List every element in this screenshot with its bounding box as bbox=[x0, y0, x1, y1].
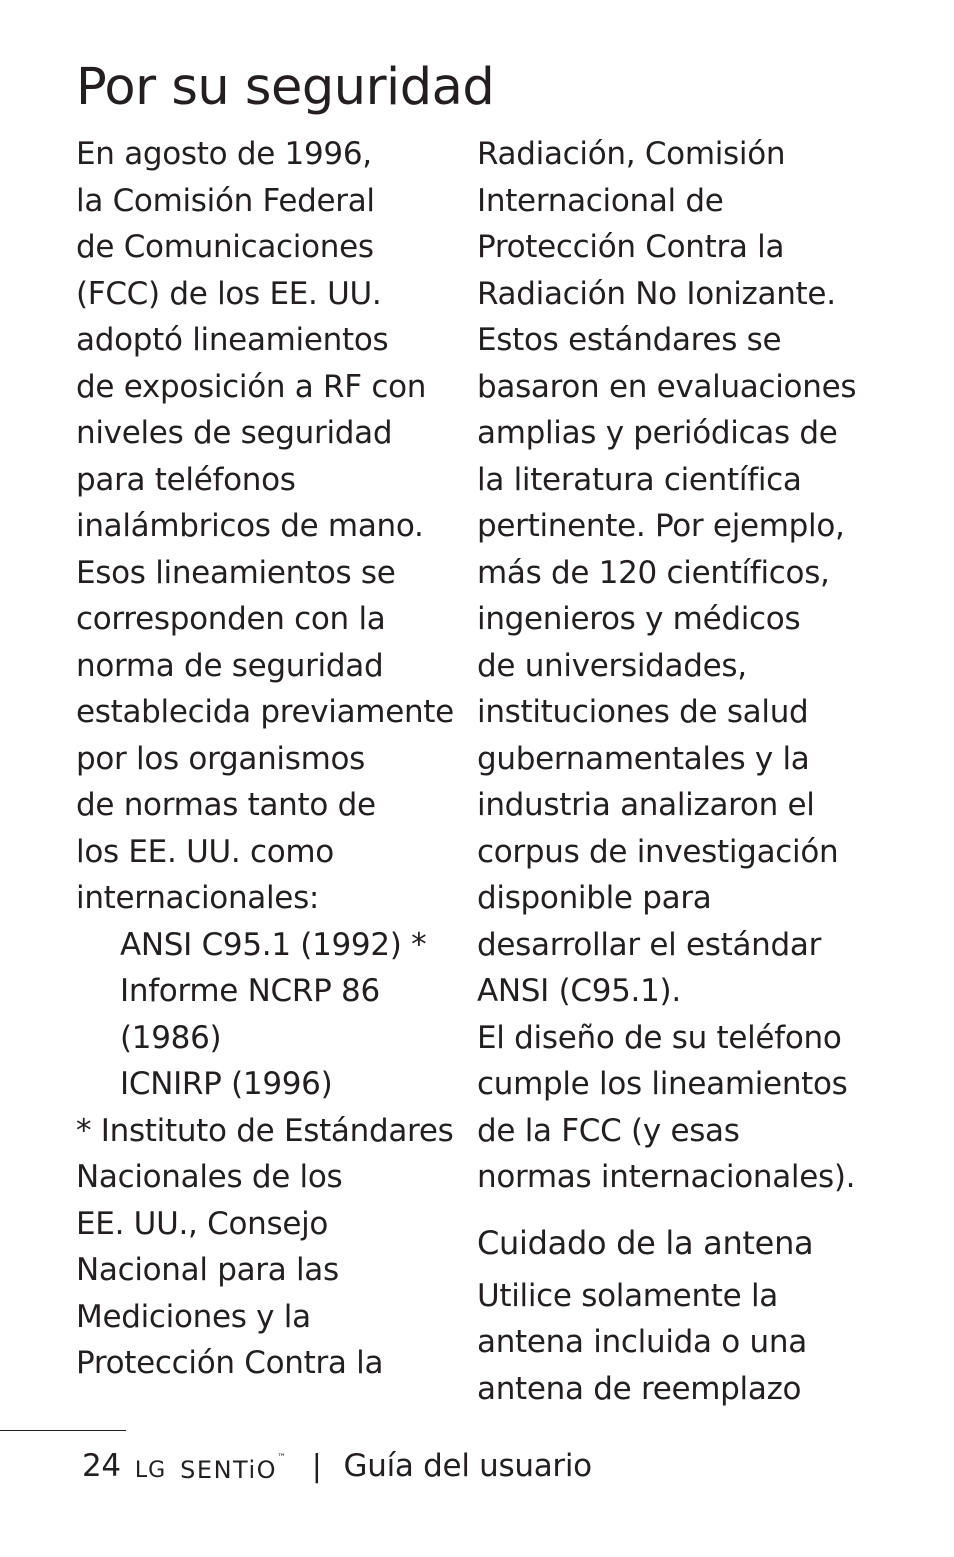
text-line: Radiación, Comisión bbox=[477, 136, 786, 172]
list-item: Informe NCRP 86 bbox=[120, 973, 380, 1009]
text-line: ANSI (C95.1). bbox=[477, 973, 681, 1009]
text-line: de la FCC (y esas bbox=[477, 1112, 740, 1149]
text-line: basaron en evaluaciones bbox=[477, 368, 857, 405]
text-line: Internacional de bbox=[477, 182, 724, 219]
text-line: para teléfonos bbox=[76, 461, 296, 498]
text-line: los EE. UU. como bbox=[76, 833, 334, 870]
text-line: antena incluida o una bbox=[477, 1324, 807, 1360]
text-line: amplias y periódicas de bbox=[477, 415, 838, 451]
text-line: Nacionales de los bbox=[76, 1159, 343, 1195]
section-body bbox=[477, 1273, 852, 1413]
text-line: disponible para bbox=[477, 880, 712, 916]
text-line: Nacional para las bbox=[76, 1252, 339, 1288]
text-line: de universidades, bbox=[477, 647, 747, 684]
text-line: EE. UU., Consejo bbox=[76, 1205, 329, 1242]
text-line: (FCC) de los EE. UU. bbox=[76, 275, 382, 312]
text-line: Utilice solamente la bbox=[477, 1277, 778, 1314]
text-line: antena de reemplazo bbox=[477, 1370, 802, 1407]
text-line: Mediciones y la bbox=[76, 1298, 311, 1335]
text-line: corresponden con la bbox=[76, 601, 386, 637]
text-line: Protección Contra la bbox=[477, 229, 785, 265]
text-line: la Comisión Federal bbox=[76, 182, 375, 219]
section-heading: Cuidado de la antena bbox=[477, 1223, 814, 1262]
text-line: de normas tanto de bbox=[76, 787, 376, 823]
text-line: de exposición a RF con bbox=[76, 368, 427, 405]
footer-separator: | bbox=[311, 1448, 322, 1484]
text-line: corpus de investigación bbox=[477, 833, 839, 870]
text-line: industria analizaron el bbox=[477, 787, 815, 823]
model-logo: SENTiO bbox=[180, 1456, 278, 1484]
text-line: pertinente. Por ejemplo, bbox=[477, 508, 845, 544]
text-line: inalámbricos de mano. bbox=[76, 508, 424, 544]
text-line: establecida previamente bbox=[76, 694, 454, 730]
list-item: (1986) bbox=[120, 1019, 222, 1056]
guide-title: Guía del usuario bbox=[343, 1448, 592, 1484]
page-title: Por su seguridad bbox=[76, 58, 495, 117]
text-line: la literatura científica bbox=[477, 461, 802, 498]
text-line: instituciones de salud bbox=[477, 694, 809, 730]
text-line: cumple los lineamientos bbox=[477, 1066, 848, 1102]
text-line: internacionales: bbox=[76, 880, 320, 916]
text-line: Estos estándares se bbox=[477, 322, 782, 358]
text-line: Esos lineamientos se bbox=[76, 554, 396, 591]
brand-logo: LG bbox=[134, 1457, 167, 1483]
text-line: niveles de seguridad bbox=[76, 415, 393, 451]
text-line: En agosto de 1996, bbox=[76, 136, 372, 172]
text-line: El diseño de su teléfono bbox=[477, 1019, 842, 1056]
page-number: 24 bbox=[82, 1448, 121, 1484]
text-line: Radiación No Ionizante. bbox=[477, 275, 836, 312]
text-line: por los organismos bbox=[76, 740, 365, 777]
footer bbox=[82, 1444, 592, 1488]
text-line: gubernamentales y la bbox=[477, 740, 810, 777]
footer-rule bbox=[0, 1430, 126, 1431]
text-line: normas internacionales). bbox=[477, 1159, 856, 1195]
text-line: Protección Contra la bbox=[76, 1345, 384, 1381]
text-line: * Instituto de Estándares bbox=[76, 1112, 454, 1149]
left-column bbox=[76, 131, 454, 1387]
text-line: adoptó lineamientos bbox=[76, 322, 389, 358]
text-line: desarrollar el estándar bbox=[477, 926, 822, 963]
text-line: ingenieros y médicos bbox=[477, 601, 801, 637]
text-line: más de 120 científicos, bbox=[477, 554, 830, 591]
right-column bbox=[477, 131, 857, 1412]
text-line: de Comunicaciones bbox=[76, 229, 374, 265]
trademark-symbol: ™ bbox=[277, 1453, 286, 1463]
list-item: ANSI C95.1 (1992) * bbox=[120, 926, 427, 963]
list-item: ICNIRP (1996) bbox=[120, 1066, 333, 1102]
text-line: norma de seguridad bbox=[76, 647, 384, 684]
right-column-body bbox=[477, 131, 857, 1201]
